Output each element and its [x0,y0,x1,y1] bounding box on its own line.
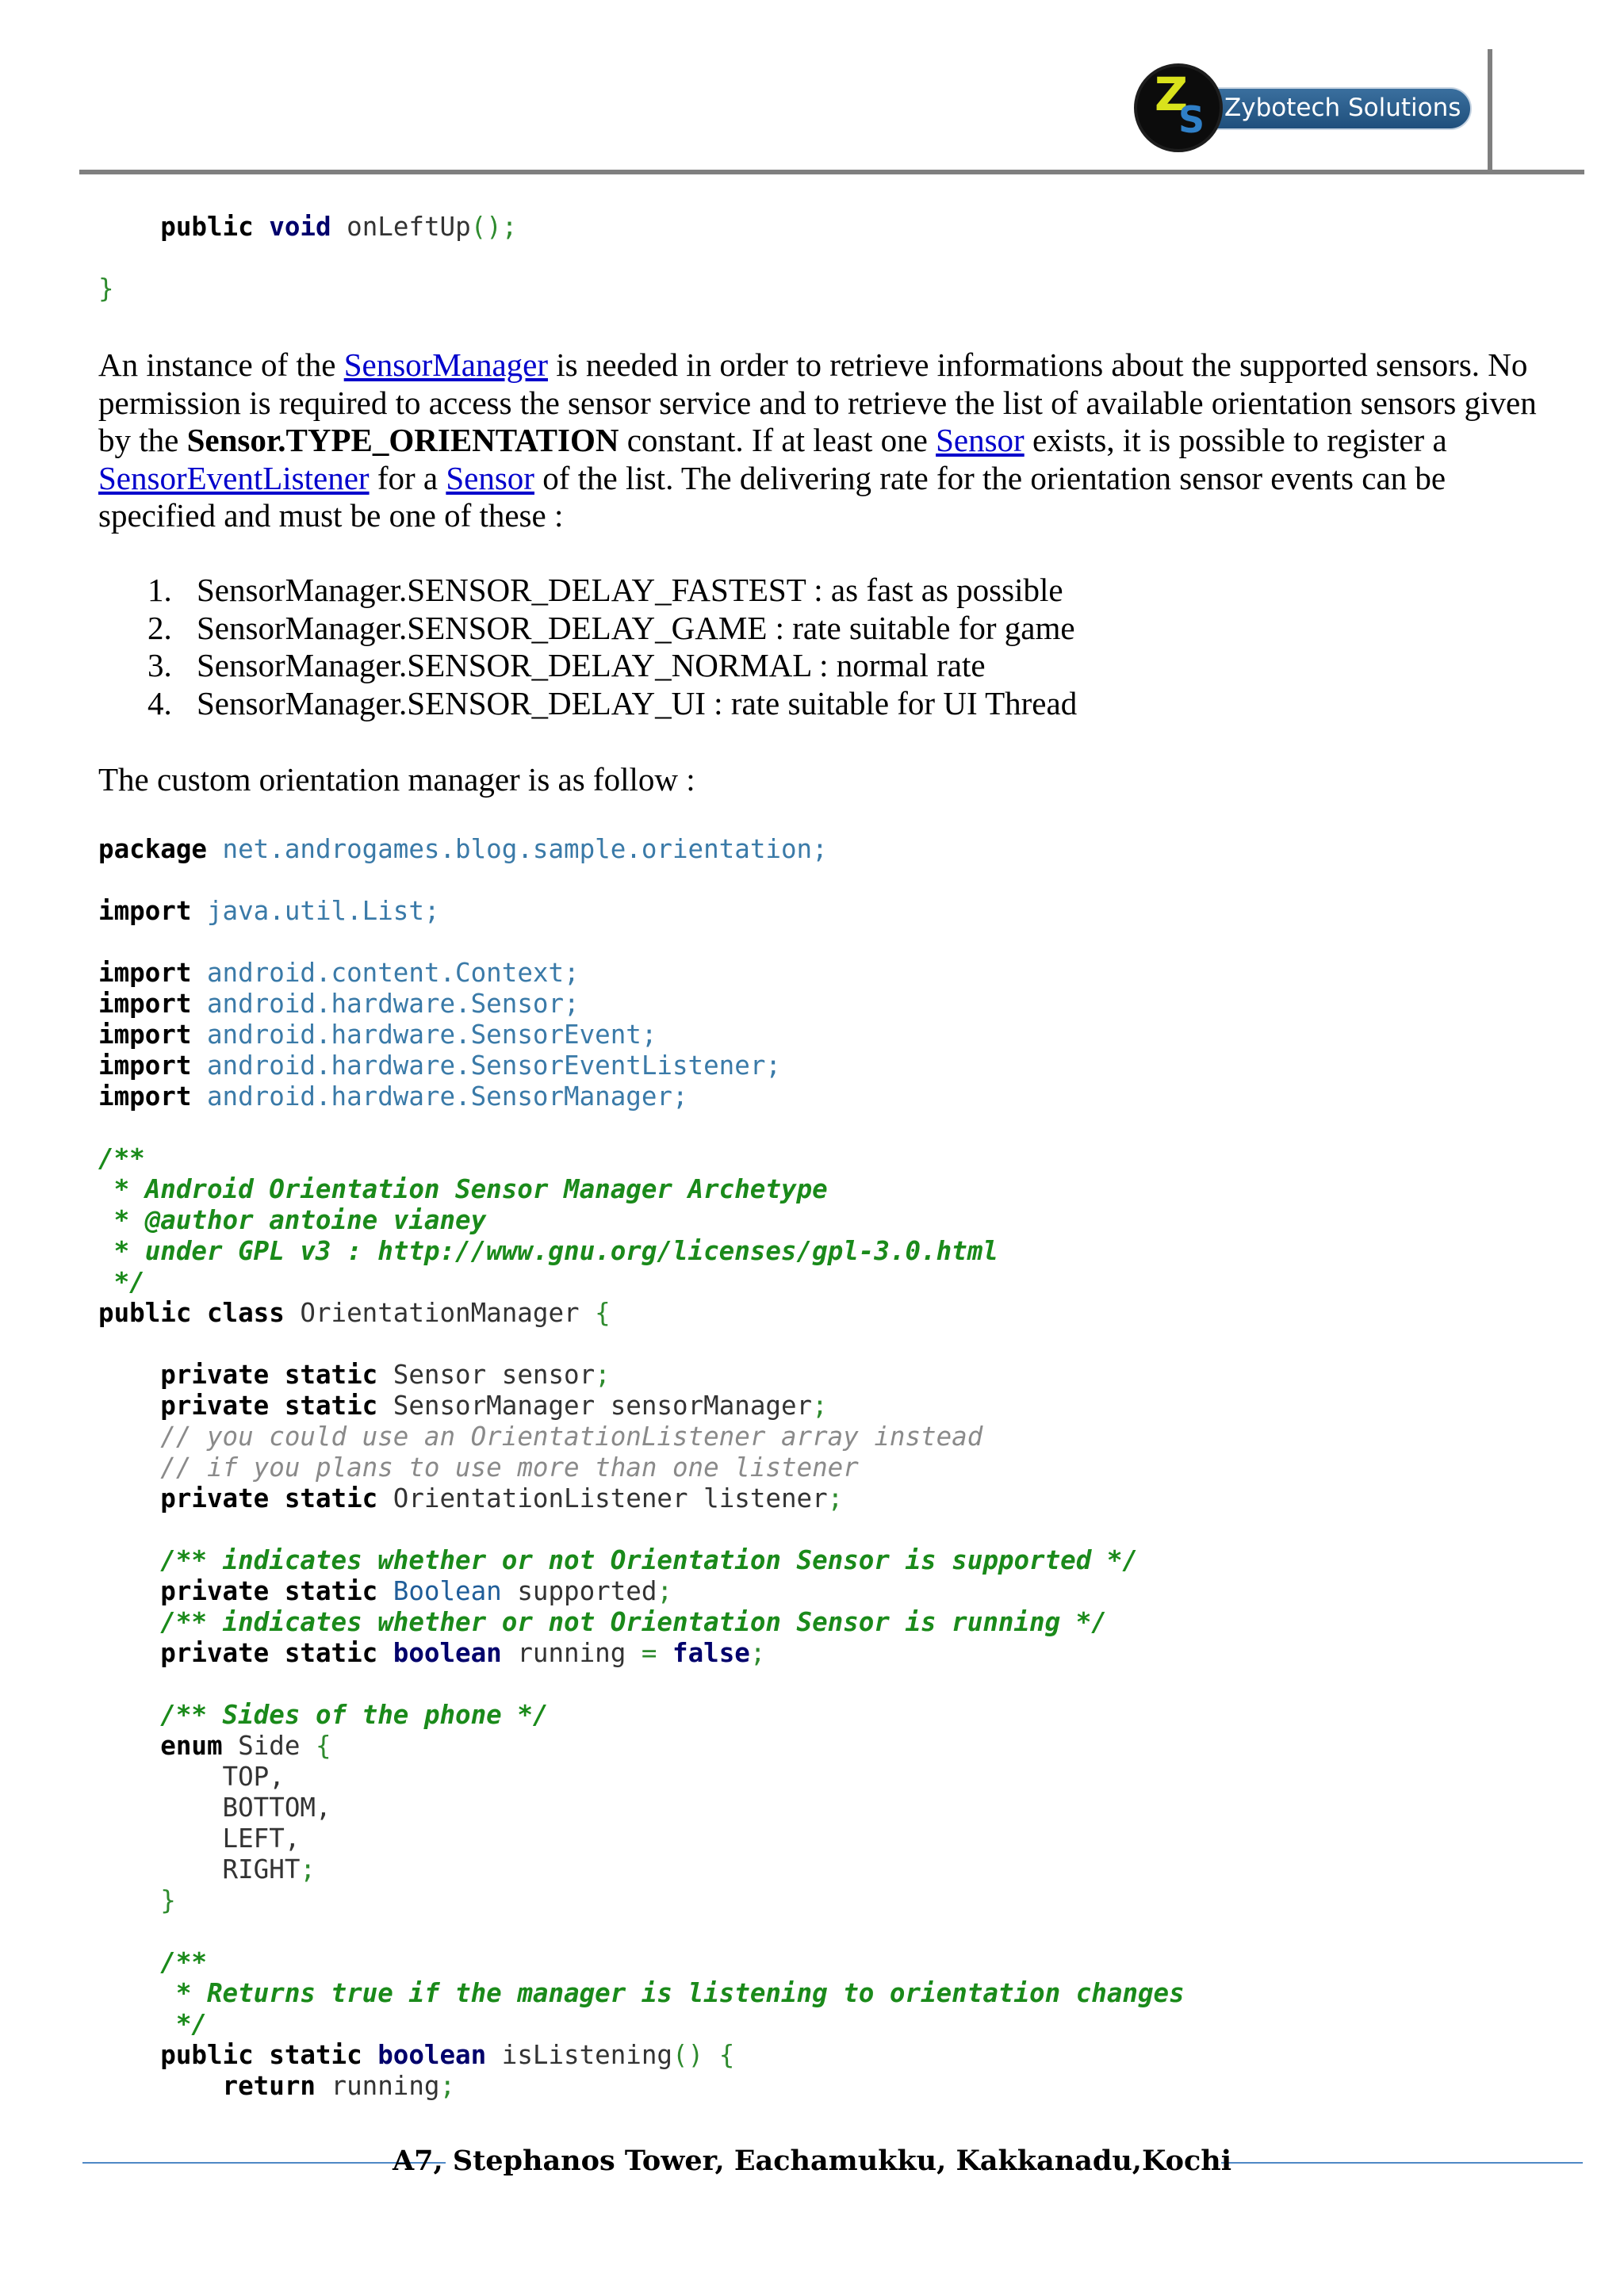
sensor-link-2[interactable]: Sensor [446,459,534,496]
enum-value-last: RIGHT; [222,1854,316,1885]
import-line: import android.hardware.SensorEventListener; [98,1050,781,1081]
import-line: import android.hardware.SensorEvent; [98,1020,657,1050]
sensor-link[interactable]: Sensor [936,422,1025,458]
list-item: 1. SensorManager.SENSOR_DELAY_FASTEST : as fast as possible [147,572,1063,608]
field-sensor-manager: private static SensorManager sensorManager; [160,1391,828,1421]
doc-comment-running: /** indicates whether or not Orientation Sensor is running */ [160,1607,1107,1637]
import-line: import android.hardware.SensorManager; [98,1081,688,1112]
footer-address: A7, Stephanos Tower, Eachamukku, Kakkanadu,Kochi [392,2145,1232,2177]
import-line: import android.hardware.Sensor; [98,989,580,1019]
logo-z-glyph: Z [1155,67,1189,121]
logo-banner [1210,87,1472,130]
import-line: import android.content.Context; [98,958,580,988]
sensormanager-link[interactable]: SensorManager [343,346,548,383]
line-comment: // you could use an OrientationListener array instead [160,1422,983,1452]
code-listing [98,834,1185,2102]
javadoc-line: /** [160,1947,207,1977]
javadoc-line: */ [160,2009,207,2039]
list-item: 3. SensorManager.SENSOR_DELAY_NORMAL : normal rate [147,647,986,683]
package-line: package net.androgames.blog.sample.orientation; [98,834,828,864]
enum-value: TOP, [222,1762,285,1792]
doc-comment-sides: /** Sides of the phone */ [160,1700,549,1730]
sensoreventlistener-link[interactable]: SensorEventListener [98,459,370,496]
doc-comment-supported: /** indicates whether or not Orientation Sensor is supported */ [160,1545,1138,1575]
logo-emblem [1134,63,1223,152]
javadoc-line: * @author antoine vianey [98,1205,487,1235]
javadoc-line: */ [98,1267,145,1297]
field-listener: private static OrientationListener listener; [160,1483,844,1513]
list-item: 4. SensorManager.SENSOR_DELAY_UI : rate suitable for UI Thread [147,684,1078,721]
field-running: private static boolean running = false; [160,1638,766,1668]
class-declaration: public class OrientationManager { [98,1298,611,1328]
logo-s-glyph: S [1178,98,1205,141]
delay-rate-list [98,572,1077,722]
field-supported: private static Boolean supported; [160,1576,673,1606]
company-logo [1134,63,1470,159]
intro-paragraph: An instance of the SensorManager is needed in order to retrieve informations about the supported sensors. No permission is required to access the sensor service and to retrieve the list of available orientation sensors given by the Sensor.TYPE_ORIENTATION constant. If at least one Sensor exists, it is possible to register a SensorEventListener for a Sensor of the list. The delivering rate for the orientation sensor events can be specified and must be one of these : [98,346,1537,534]
javadoc-line: * Android Orientation Sensor Manager Archetype [98,1174,828,1204]
outro-paragraph: The custom orientation manager is as follow : [98,761,695,798]
enum-declaration: enum Side { [160,1731,331,1761]
javadoc-line: * Returns true if the manager is listening to orientation changes [160,1978,1185,2008]
code-line: } [98,274,114,304]
enum-value: BOTTOM, [222,1793,331,1823]
code-fragment-top [98,212,517,304]
sensor-type-constant: Sensor.TYPE_ORIENTATION [186,422,619,458]
logo-text: Zybotech Solutions [1224,94,1461,122]
code-line [98,243,114,273]
list-item: 2. SensorManager.SENSOR_DELAY_GAME : rate suitable for game [147,609,1075,646]
enum-value: LEFT, [222,1823,301,1854]
header-horizontal-rule [79,170,1584,174]
import-line: import java.util.List; [98,896,440,926]
method-declaration: public static boolean isListening() { [160,2040,735,2070]
header-vertical-rule [1488,49,1492,174]
javadoc-line: * under GPL v3 : http://www.gnu.org/licenses/gpl-3.0.html [98,1236,998,1266]
field-sensor: private static Sensor sensor; [160,1360,611,1390]
javadoc-line: /** [98,1143,145,1173]
return-statement: return running; [222,2071,456,2101]
code-line: public void onLeftUp(); [160,212,518,242]
line-comment: // if you plans to use more than one listener [160,1452,859,1483]
enum-close-brace: } [160,1885,176,1915]
